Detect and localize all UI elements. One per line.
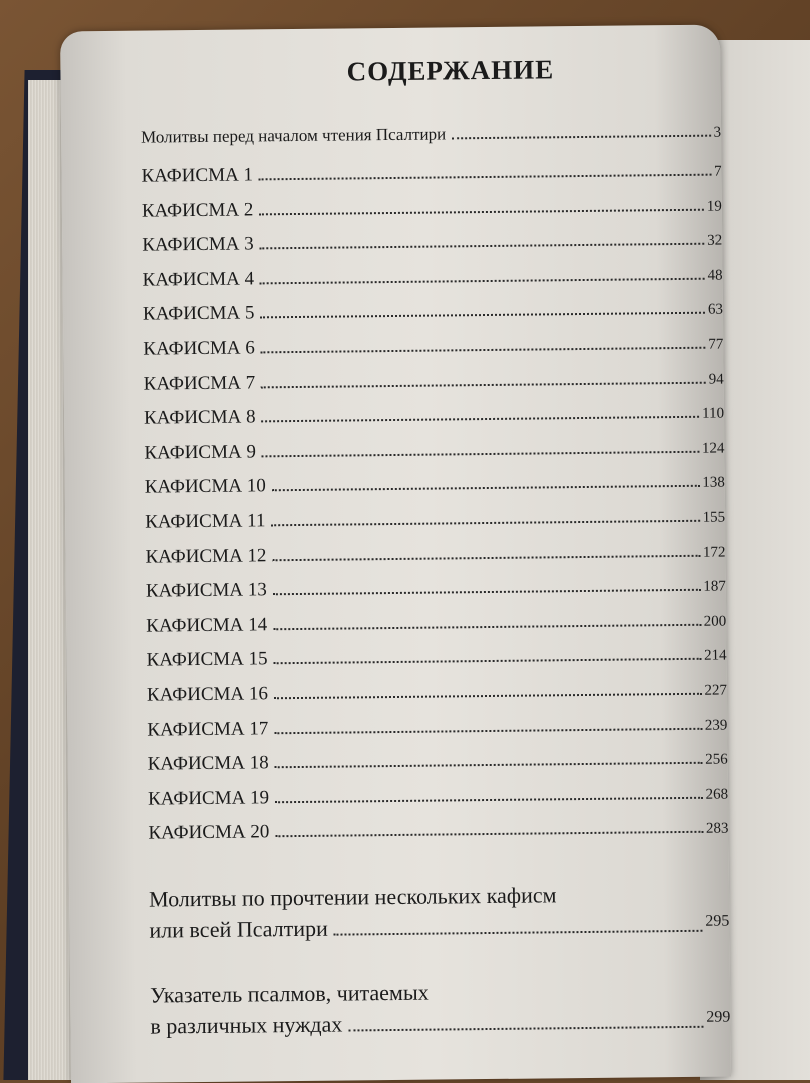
toc-entry-page: 155 (702, 509, 726, 526)
toc-entry-page: 138 (702, 474, 725, 492)
dot-leader (274, 692, 702, 699)
toc-entry-page: 19 (706, 198, 722, 215)
toc-entry-psalm-index (150, 971, 731, 1049)
toc-entry-label: КАФИСМА 14 (146, 614, 268, 637)
dot-leader (271, 519, 699, 526)
toc-entry-page: 268 (705, 786, 729, 803)
dot-leader (261, 346, 706, 354)
dot-leader (262, 415, 700, 423)
toc-entry-page: 94 (708, 371, 724, 388)
dot-leader (260, 277, 705, 285)
toc-entry-label: КАФИСМА 4 (142, 268, 255, 291)
toc-entry-label: КАФИСМА 15 (146, 648, 268, 671)
toc-entry-prayers-before (141, 122, 721, 162)
toc-entry-page: 3 (713, 124, 722, 141)
toc-entry-page: 295 (705, 912, 730, 930)
toc-entry-label: КАФИСМА 19 (147, 786, 270, 810)
toc-entry-label: КАФИСМА 9 (144, 441, 257, 464)
toc-entry-page: 200 (703, 613, 727, 630)
toc-entry-label: КАФИСМА 3 (142, 233, 254, 256)
dot-leader (262, 450, 699, 458)
toc-entry-label: КАФИСМА 1 (141, 164, 254, 187)
toc-entry-page: 77 (708, 336, 724, 353)
dot-leader (275, 795, 703, 802)
toc-entry-label: КАФИСМА 10 (144, 475, 266, 498)
dot-leader (273, 622, 701, 629)
kathisma-list (141, 160, 728, 858)
toc-entry-label: КАФИСМА 17 (147, 717, 269, 741)
dot-leader (348, 1025, 703, 1032)
toc-entry-label: КАФИСМА 5 (142, 302, 255, 325)
toc-entry-prayers-after (149, 875, 730, 953)
dot-leader (334, 929, 703, 936)
toc-entry-page: 7 (713, 163, 722, 180)
toc-entry-label: КАФИСМА 20 (148, 821, 270, 844)
table-of-contents (140, 53, 730, 1050)
page-title: СОДЕРЖАНИЕ (346, 54, 555, 87)
dot-leader (260, 311, 705, 319)
toc-entry-label-line1: Указатель псалмов, читаемых (149, 979, 429, 1008)
dot-leader (259, 207, 704, 215)
toc-entry-label-line2: в различных нуждах (150, 1011, 343, 1039)
toc-entry-label: КАФИСМА 16 (146, 683, 269, 706)
dot-leader (275, 761, 703, 768)
toc-entry-label-line2: или всей Псалтири (149, 915, 328, 943)
dot-leader (259, 173, 711, 181)
dot-leader (274, 657, 702, 664)
toc-entry-label-line1: Молитвы по прочтении нескольких кафисм (148, 882, 557, 912)
toc-entry-page: 110 (702, 405, 725, 422)
toc-entry-label: КАФИСМА 12 (145, 544, 267, 568)
toc-entry-page: 239 (704, 717, 728, 734)
toc-entry-label: КАФИСМА 2 (141, 199, 254, 222)
toc-entry-label: Молитвы перед началом чтения Псалтири (141, 124, 447, 147)
dot-leader (275, 830, 703, 837)
dot-leader (273, 588, 701, 595)
toc-entry-label: КАФИСМА 13 (145, 579, 267, 602)
toc-entry-label: КАФИСМА 7 (143, 371, 256, 395)
dot-leader (274, 726, 702, 733)
toc-entry-page: 256 (705, 751, 728, 768)
dot-leader (452, 134, 710, 140)
toc-entry-page: 32 (707, 232, 723, 249)
dot-leader (260, 242, 705, 250)
toc-entry-label: КАФИСМА 6 (143, 337, 255, 360)
toc-entry-page: 214 (704, 647, 727, 665)
dot-leader (261, 380, 706, 388)
toc-entry-label: КАФИСМА 11 (145, 510, 266, 533)
toc-entry-page: 172 (702, 544, 726, 561)
book-page (60, 25, 731, 1083)
toc-entry-page: 299 (706, 1008, 731, 1026)
toc-entry-page: 124 (701, 440, 725, 457)
toc-entry-label: КАФИСМА 8 (143, 406, 256, 429)
toc-entry-page: 283 (705, 820, 729, 838)
dot-leader (272, 484, 700, 491)
toc-entry-page: 227 (704, 682, 728, 699)
toc-entry-page: 187 (703, 578, 726, 595)
toc-entry-page: 63 (707, 301, 724, 319)
dot-leader (273, 553, 701, 560)
toc-entry-page: 48 (707, 267, 723, 284)
toc-entry-label: КАФИСМА 18 (147, 752, 269, 775)
